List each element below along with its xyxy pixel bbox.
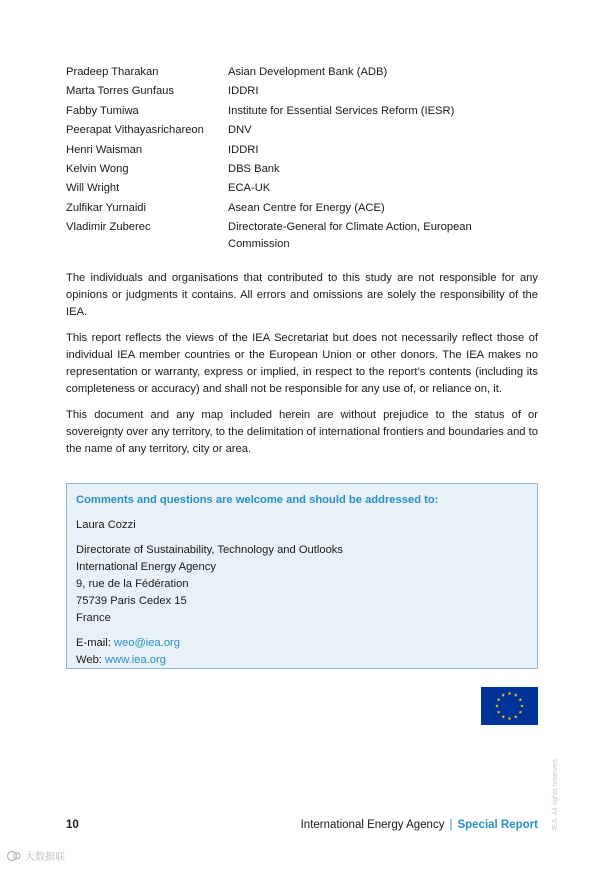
contributor-row xyxy=(66,64,546,81)
footer-separator: | xyxy=(449,819,453,831)
contributor-name: Vladimir Zuberec xyxy=(66,221,151,234)
web-line xyxy=(76,652,528,669)
footer-report-type: Special Report xyxy=(457,819,538,831)
rights-watermark: IEA. All rights reserved. xyxy=(552,757,559,830)
disclaimer-responsibility: The individuals and organisations that contributed to this study are not responsible for any opinions or judgments it contains. All errors and omissions are solely the responsibility of the IEA. xyxy=(66,272,538,318)
contributor-row xyxy=(66,219,546,253)
email-label: E-mail: xyxy=(76,637,114,649)
disclaimer-territory: This document and any map included herein are without prejudice to the status of or sovereignty over any territory, to the delimitation of international frontiers and boundaries and to the name of any territory, city or area. xyxy=(66,409,538,455)
contributor-organisation: IDDRI xyxy=(228,143,259,156)
contributor-organisation: IDDRI xyxy=(228,85,259,98)
footer-agency: International Energy Agency xyxy=(300,819,445,831)
contact-box xyxy=(66,483,538,669)
contributor-row xyxy=(66,122,546,139)
contributor-organisation: Asian Development Bank (ADB) xyxy=(228,66,388,78)
web-link[interactable]: www.iea.org xyxy=(105,654,166,666)
contributor-row xyxy=(66,161,546,178)
contributor-name: Peerapat Vithayasrichareon xyxy=(66,124,204,137)
contributor-name: Pradeep Tharakan xyxy=(66,66,159,78)
contributor-organisation: ECA-UK xyxy=(228,182,271,195)
address-line: France xyxy=(76,612,111,624)
eu-flag-icon xyxy=(481,687,538,725)
contributor-organisation: DNV xyxy=(228,124,252,137)
contributor-organisation: DBS Bank xyxy=(228,162,280,175)
watermark-text: 大数据联 xyxy=(25,852,65,863)
contributor-name: Marta Torres Gunfaus xyxy=(66,85,174,98)
contributor-row xyxy=(66,83,546,100)
contributor-name: Henri Waisman xyxy=(66,143,143,156)
contributor-row xyxy=(66,142,546,159)
contributor-name: Will Wright xyxy=(66,182,120,195)
footer-title xyxy=(301,819,538,831)
corner-watermark xyxy=(6,848,65,863)
contributor-name: Zulfikar Yurnaidi xyxy=(66,201,147,214)
spacer xyxy=(76,627,528,635)
address-line: International Energy Agency xyxy=(76,561,216,573)
page-number: 10 xyxy=(66,819,79,831)
contributor-name: Fabby Tumiwa xyxy=(66,104,139,117)
contributor-organisation: Institute for Essential Services Reform (IESR) xyxy=(228,104,455,117)
contact-heading: Comments and questions are welcome and should be addressed to: xyxy=(76,494,439,506)
contributor-row xyxy=(66,180,546,197)
contributor-organisation: Directorate-General for Climate Action, European Commission xyxy=(228,221,472,251)
address-line: 9, rue de la Fédération xyxy=(76,578,189,590)
contributor-row xyxy=(66,103,546,120)
web-label: Web: xyxy=(76,654,106,666)
address-line: Directorate of Sustainability, Technology and Outlooks xyxy=(76,544,343,556)
email-link[interactable]: weo@iea.org xyxy=(113,637,181,649)
contributor-name: Kelvin Wong xyxy=(66,162,129,175)
contributor-organisation: Asean Centre for Energy (ACE) xyxy=(228,201,385,214)
contact-person: Laura Cozzi xyxy=(76,519,136,531)
disclaimer-views: This report reflects the views of the IEA Secretariat but does not necessarily reflect those of individual IEA member countries or the European Union or other donors. The IEA makes no representation or warranty, express or implied, in respect to the report’s contents (including its completeness or accuracy) and shall not be responsible for any use of, or reliance on, it. xyxy=(66,332,538,395)
page-footer xyxy=(66,819,538,837)
contributors-list xyxy=(66,64,546,256)
email-line xyxy=(76,635,528,652)
contributor-row xyxy=(66,200,546,217)
address-line: 75739 Paris Cedex 15 xyxy=(76,595,187,607)
watermark-logo-icon xyxy=(6,850,22,862)
